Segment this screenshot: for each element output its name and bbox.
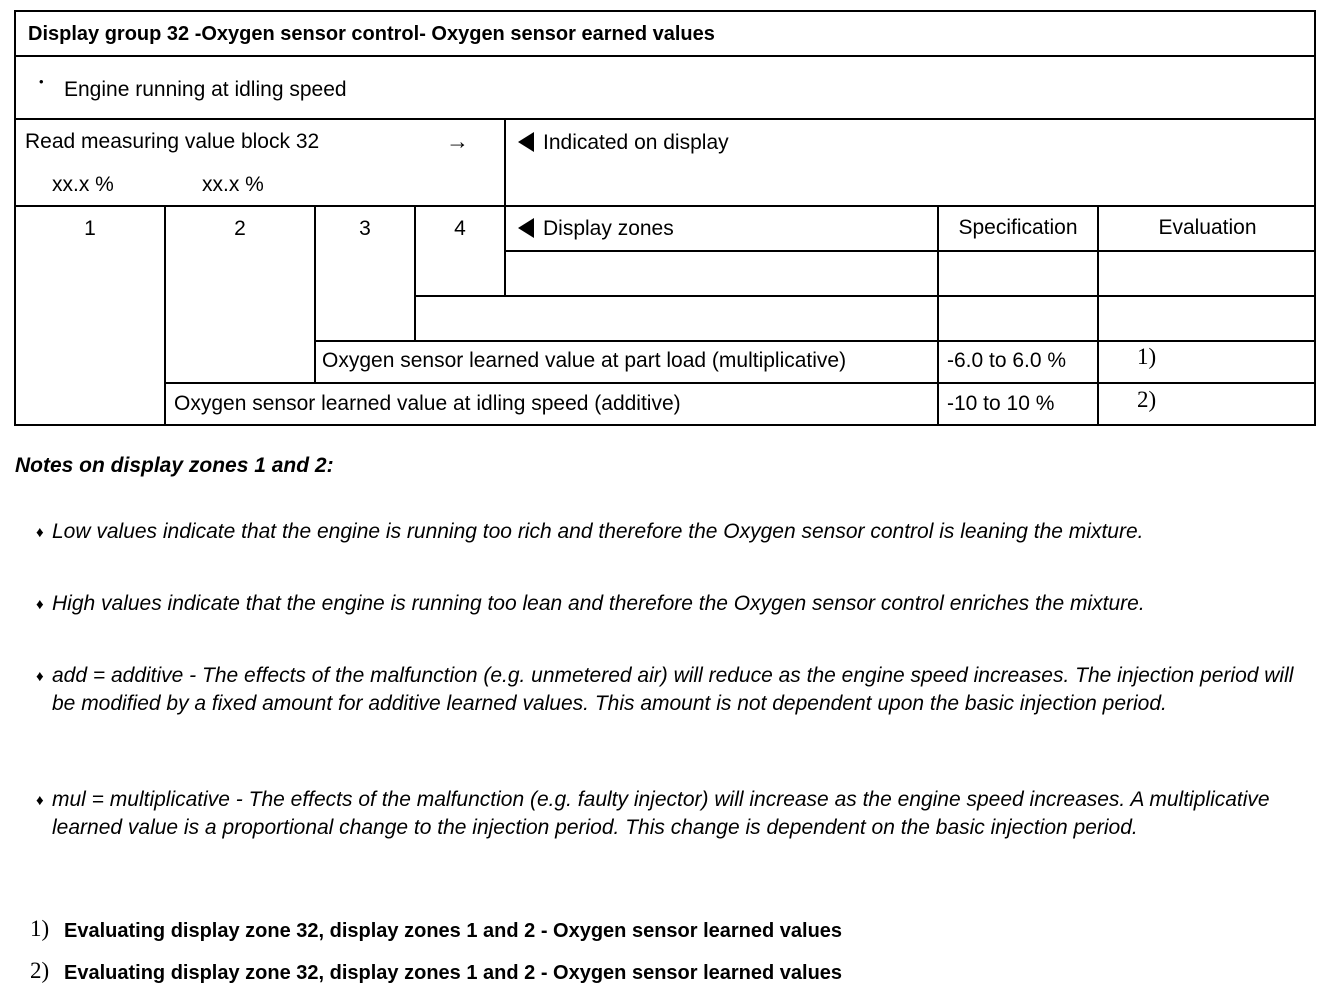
zone-number-1: 1 [84, 217, 96, 240]
divider-above-zone-numbers [14, 205, 1316, 207]
row-part-load-specification: -6.0 to 6.0 % [947, 349, 1067, 372]
zone-number-2: 2 [234, 217, 246, 240]
footnote-2-text: Evaluating display zone 32, display zones 1 and 2 - Oxygen sensor learned values [64, 962, 843, 984]
divider-zone2-row-bottom [164, 382, 1316, 384]
row-part-load-description: Oxygen sensor learned value at part load (multiplicative) [322, 349, 847, 372]
right-arrow-icon: → [446, 128, 469, 154]
row-idling-specification: -10 to 10 % [947, 392, 1055, 415]
diamond-bullet-icon: ♦ [36, 596, 44, 613]
divider-zone4-row-bottom [414, 295, 1316, 297]
condition-bullet-dot: • [39, 74, 44, 89]
row-idling-description: Oxygen sensor learned value at idling speed (additive) [174, 392, 681, 415]
notes-heading: Notes on display zones 1 and 2: [15, 454, 334, 477]
unit-label-zone1: xx.x % [52, 173, 114, 196]
diamond-bullet-icon: ♦ [36, 668, 44, 685]
note-item-multiplicative: mul = multiplicative - The effects of the malfunction (e.g. faulty injector) will increase as the engine speed increases. A multiplicative learned value is a proportional change to the injection period. This change is dependent on the basic injection period. [52, 788, 1270, 839]
note-item-additive: add = additive - The effects of the malfunction (e.g. unmetered air) will reduce as the engine speed increases. The injection period will be modified by a fixed amount for additive learned values. This amount is not dependent upon the basic injection period. [52, 664, 1294, 715]
note-item-high-values: High values indicate that the engine is running too lean and therefore the Oxygen sensor control enriches the mixture. [52, 592, 1145, 615]
left-arrowhead-icon [518, 218, 534, 238]
condition-text: Engine running at idling speed [64, 78, 347, 101]
table-title: Display group 32 -Oxygen sensor control- Oxygen sensor earned values [28, 23, 715, 45]
zone4-right-border [504, 118, 506, 297]
indicated-on-display-label: Indicated on display [543, 131, 729, 154]
divider-below-title [14, 55, 1316, 57]
footnote-2-marker: 2) [30, 958, 50, 983]
divider-below-condition [14, 118, 1316, 120]
divider-zone3-row-bottom [314, 340, 1316, 342]
diamond-bullet-icon: ♦ [36, 792, 44, 809]
zone-number-3: 3 [359, 217, 371, 240]
left-arrowhead-icon [518, 132, 534, 152]
indicated-on-display-cell [518, 131, 729, 155]
display-zones-cell [518, 217, 674, 241]
zone-number-4: 4 [454, 217, 466, 240]
evaluation-header: Evaluation [1158, 216, 1257, 239]
diamond-bullet-icon: ♦ [36, 524, 44, 541]
unit-label-zone2: xx.x % [202, 173, 264, 196]
specification-header: Specification [958, 216, 1078, 239]
row-part-load-evaluation: 1) [1137, 344, 1157, 369]
footnote-1-text: Evaluating display zone 32, display zones 1 and 2 - Oxygen sensor learned values [64, 920, 843, 942]
divider-below-column-headers [504, 250, 1316, 252]
note-item-low-values: Low values indicate that the engine is running too rich and therefore the Oxygen sensor control is leaning the mixture. [52, 520, 1144, 543]
footnote-1-marker: 1) [30, 916, 50, 941]
display-zones-label: Display zones [543, 217, 674, 240]
read-block-label: Read measuring value block 32 [25, 130, 320, 153]
row-idling-evaluation: 2) [1137, 387, 1157, 412]
